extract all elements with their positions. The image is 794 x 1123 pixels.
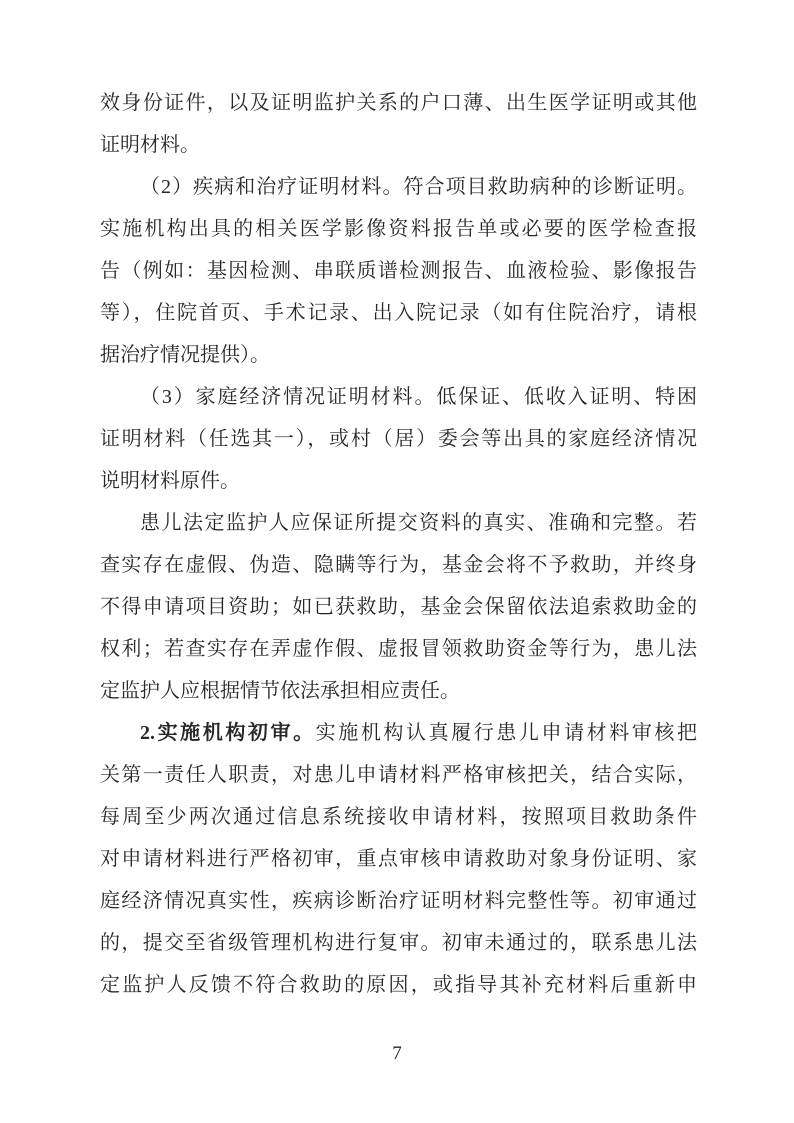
text-run: 庭经济情况真实性，疾病诊断治疗证明材料完整性等。初审通过 bbox=[100, 890, 697, 912]
text-line bbox=[100, 922, 697, 964]
text-line bbox=[100, 628, 697, 670]
text-run: 查实存在虚假、伪造、隐瞒等行为，基金会将不予救助，并终身 bbox=[100, 554, 697, 576]
text-line bbox=[100, 334, 697, 376]
text-line bbox=[100, 250, 697, 292]
text-line bbox=[100, 838, 697, 880]
text-run: 告（例如：基因检测、串联质谱检测报告、血液检验、影像报告 bbox=[100, 260, 697, 282]
text-run: 定监护人应根据情节依法承担相应责任。 bbox=[100, 680, 460, 702]
text-run: 权利；若查实存在弄虚作假、虚报冒领救助资金等行为，患儿法 bbox=[100, 638, 697, 660]
text-line bbox=[100, 376, 697, 418]
text-run: 定监护人反馈不符合救助的原因，或指导其补充材料后重新申 bbox=[100, 974, 697, 996]
text-run: 等），住院首页、手术记录、出入院记录（如有住院治疗，请根 bbox=[100, 302, 697, 324]
text-line bbox=[100, 964, 697, 1006]
text-line bbox=[100, 712, 697, 754]
text-line bbox=[100, 292, 697, 334]
text-line bbox=[100, 796, 697, 838]
text-line bbox=[100, 208, 697, 250]
text-run: 说明材料原件。 bbox=[100, 470, 240, 492]
text-run: 的，提交至省级管理机构进行复审。初审未通过的，联系患儿法 bbox=[100, 932, 697, 954]
text-line bbox=[100, 586, 697, 628]
text-run: （2）疾病和治疗证明材料。符合项目救助病种的诊断证明。 bbox=[140, 176, 697, 198]
text-line bbox=[100, 82, 697, 124]
bold-text-run: 2.实施机构初审。 bbox=[140, 722, 316, 744]
text-run: 每周至少两次通过信息系统接收申请材料，按照项目救助条件 bbox=[100, 806, 697, 828]
text-line bbox=[100, 754, 697, 796]
text-run: 不得申请项目资助；如已获救助，基金会保留依法追索救助金的 bbox=[100, 596, 697, 618]
text-line bbox=[100, 124, 697, 166]
text-run: 效身份证件，以及证明监护关系的户口薄、出生医学证明或其他 bbox=[100, 92, 697, 114]
text-run: 证明材料（任选其一），或村（居）委会等出具的家庭经济情况 bbox=[100, 428, 697, 450]
text-line bbox=[100, 880, 697, 922]
text-line bbox=[100, 460, 697, 502]
text-line bbox=[100, 166, 697, 208]
text-line bbox=[100, 418, 697, 460]
text-run: 实施机构认真履行患儿申请材料审核把 bbox=[315, 722, 698, 744]
text-run: 实施机构出具的相关医学影像资料报告单或必要的医学检查报 bbox=[100, 218, 697, 240]
page-number: 7 bbox=[392, 1043, 402, 1064]
text-run: 据治疗情况提供）。 bbox=[100, 344, 270, 366]
text-run: （3）家庭经济情况证明材料。低保证、低收入证明、特困 bbox=[140, 386, 697, 408]
text-run: 关第一责任人职责，对患儿申请材料严格审核把关，结合实际， bbox=[100, 764, 697, 786]
text-line bbox=[100, 670, 697, 712]
text-run: 证明材料。 bbox=[100, 134, 200, 156]
document-body bbox=[100, 82, 697, 1006]
text-run: 对申请材料进行严格初审，重点审核申请救助对象身份证明、家 bbox=[100, 848, 697, 870]
text-run: 患儿法定监护人应保证所提交资料的真实、准确和完整。若 bbox=[140, 512, 697, 534]
text-line bbox=[100, 544, 697, 586]
text-line bbox=[100, 502, 697, 544]
